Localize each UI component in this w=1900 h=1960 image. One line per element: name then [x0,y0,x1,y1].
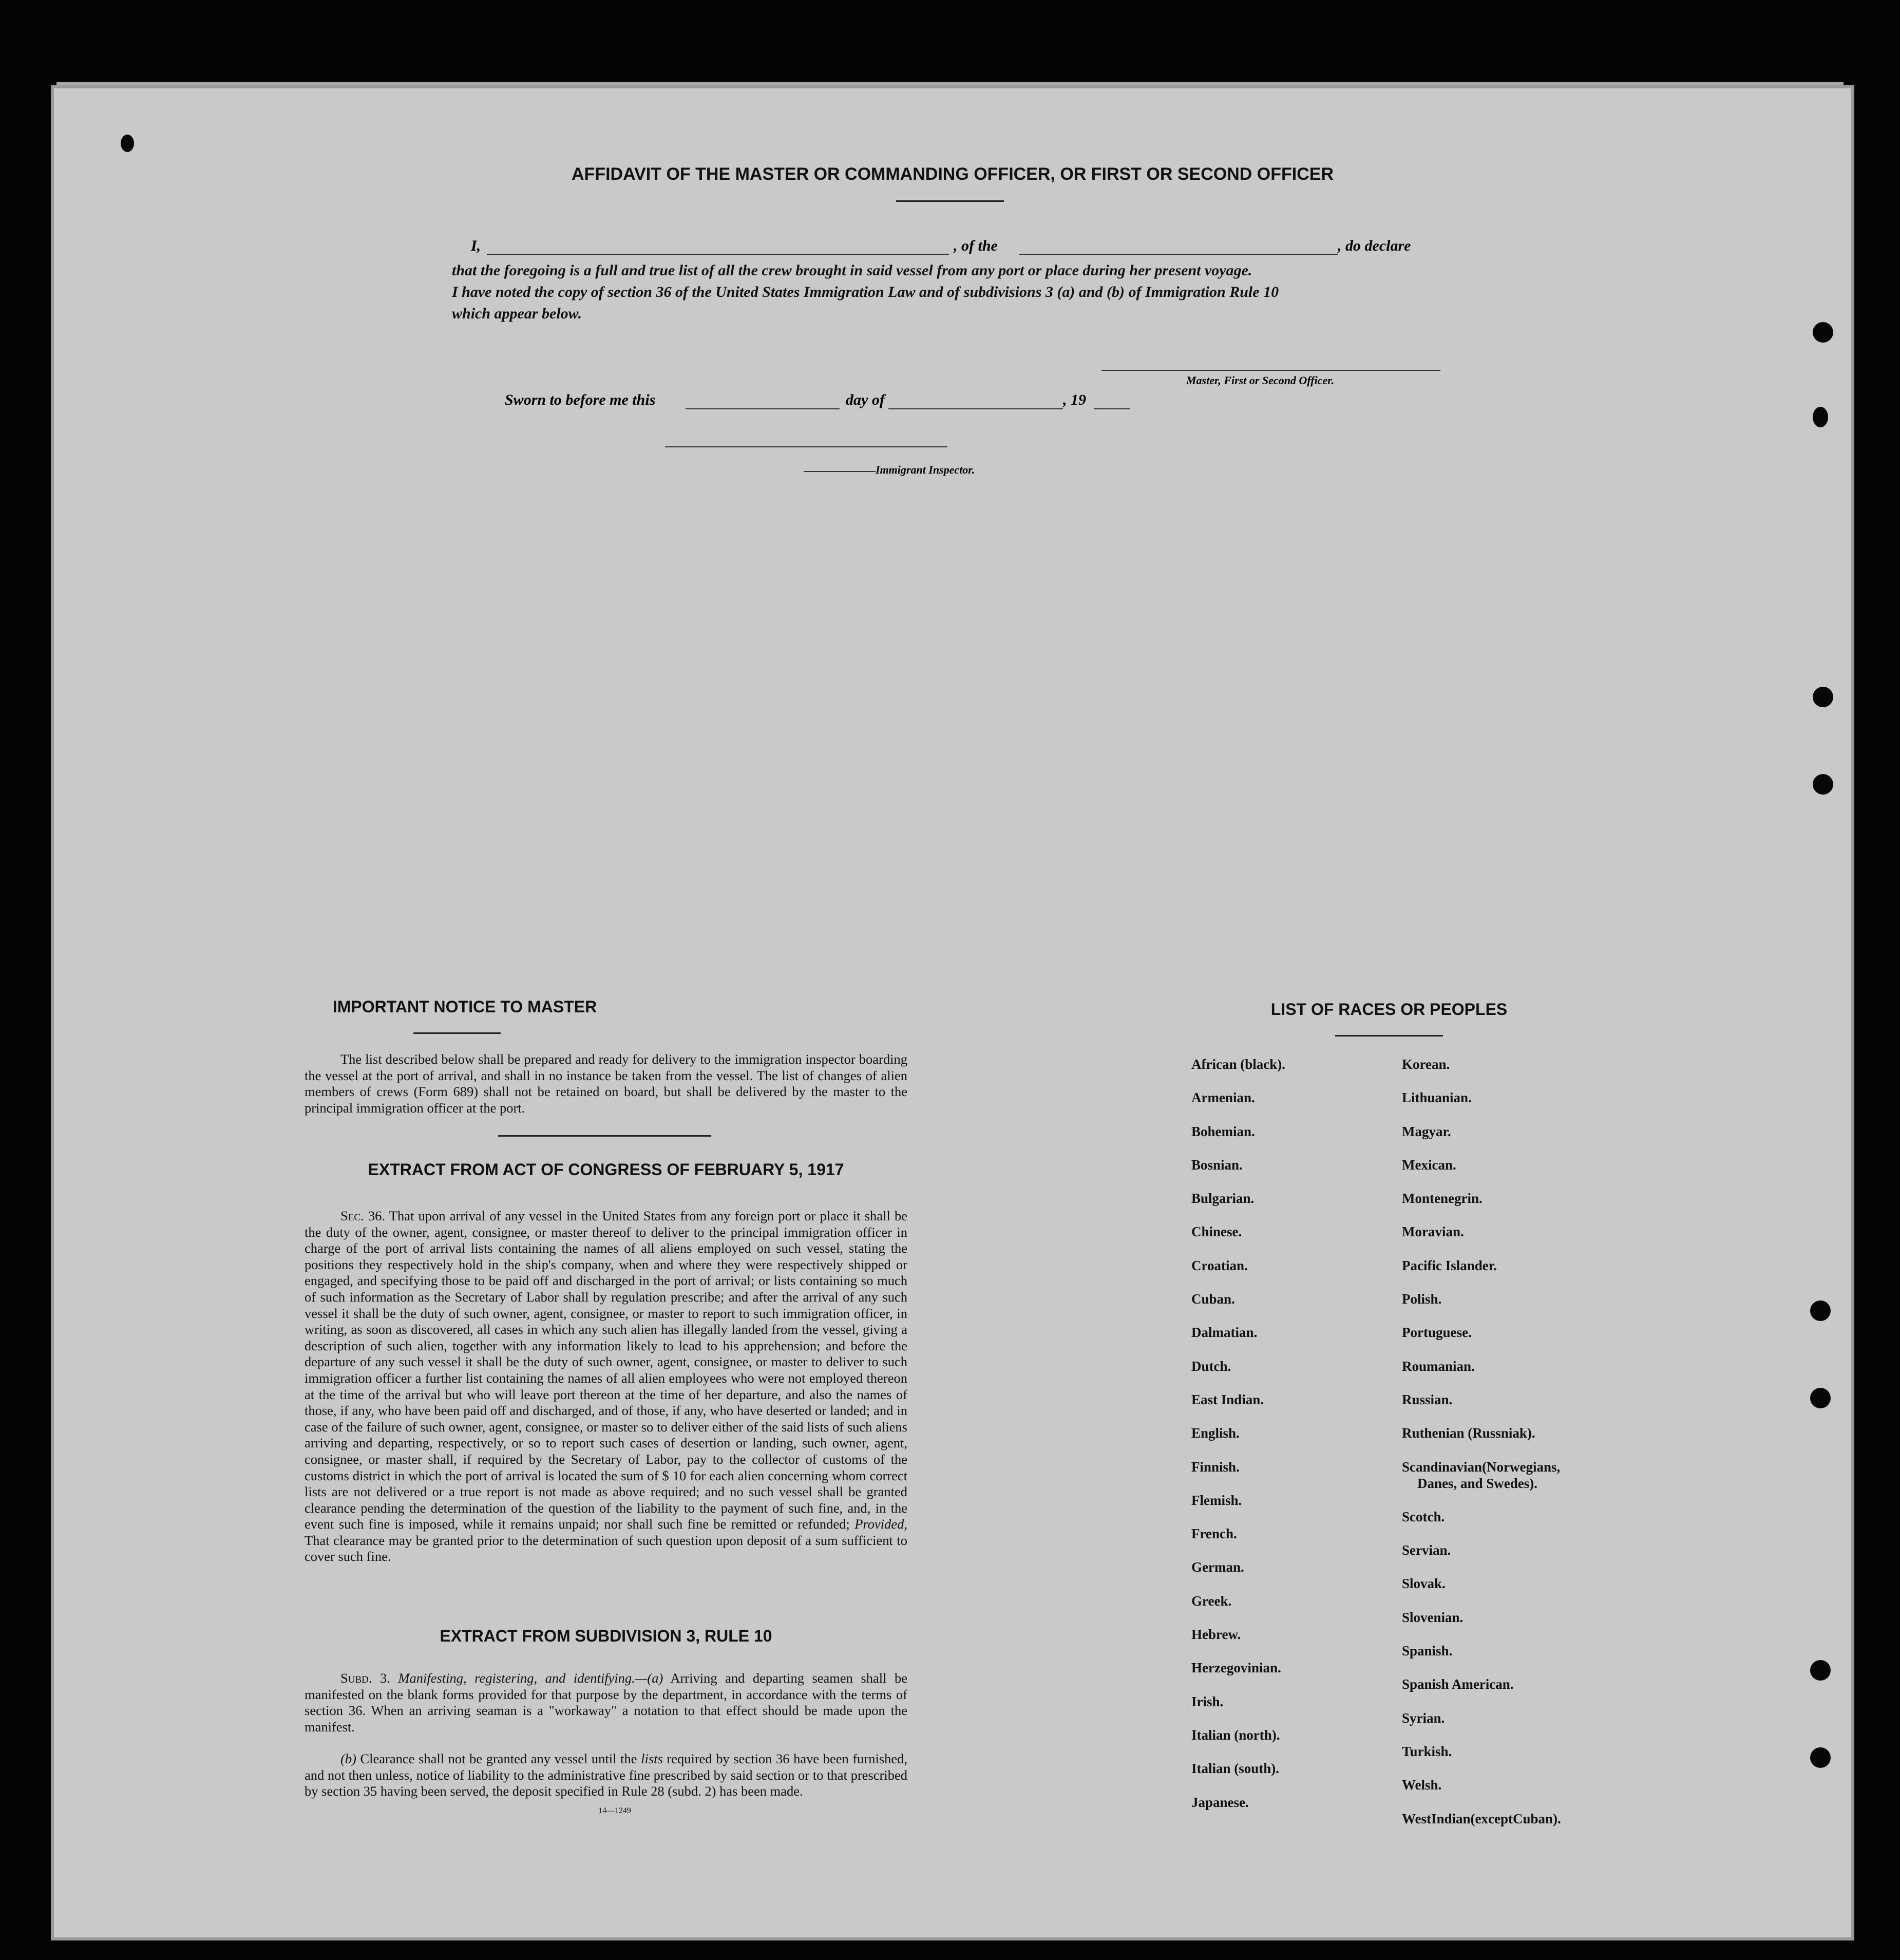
race-item: Syrian. [1402,1710,1445,1726]
punch-hole [1813,774,1833,795]
extract-act-title: EXTRACT FROM ACT OF CONGRESS OF FEBRUARY 5, 1917 [368,1160,844,1179]
rule-para-a [305,1670,907,1735]
punch-hole [121,135,134,152]
rule-para-b-text-2: required by section 36 have been furnished, and not then unless, notice of liability to the administrative fine prescribed by said section or to that prescribed by section 35 having been served, the deposit specified in Rule 28 (subd. 2) has been made. [305,1751,908,1799]
races-left-column [1191,1057,1285,1828]
races-underline [1335,1035,1443,1036]
race-item: English. [1191,1425,1240,1441]
race-item-continued: Danes, and Swedes). [1417,1475,1538,1491]
section-divider [498,1135,711,1137]
year-label: , 19 [1063,391,1086,408]
section-label: Sec. 36. [340,1208,386,1223]
race-item: Mexican. [1402,1157,1456,1173]
punch-hole [1810,1301,1831,1321]
race-item: Magyar. [1402,1123,1451,1139]
affidavit-line-3: which appear below. [452,305,582,322]
inspector-caption: Immigrant Inspector. [876,463,975,476]
punch-hole [1810,1660,1831,1681]
sworn-label: Sworn to before me this [505,391,656,408]
race-item: Japanese. [1191,1794,1249,1810]
race-item: Welsh. [1402,1777,1442,1793]
section-36-text: That upon arrival of any vessel in the United States from any foreign port or place it shall be the duty of the owner, agent, consignee, or master thereof to deliver to the principal immigration officer in charge of the port of arrival lists containing the names of all aliens employed on such vessel, stating the positions they respectively hold in the ship's company, when and where they were respectively shipped or engaged, and specifying those to be paid off and discharged in the port of arrival; or lists containing so much of such information as the Secretary of Labor shall by regulation prescribe; and after the arrival of any such vessel it shall be the duty of such owner, agent, consignee, or master to report to such immigration officer, in writing, as soon as discovered, all cases in which any such alien has illegally landed from the vessel, giving a description of such alien, together with any information likely to lead to his apprehension; and before the departure of any such vessel it shall be the duty of such owner, agent, consignee, or master to deliver to such immigration officer a further list containing the names of all alien employees who were not employed thereon at the time of the arrival but who will leave port thereon at the time of her departure, and also the names of those, if any, who have been paid off and discharged, and of those, if any, who have deserted or landed; and in case of the failure of such owner, agent, consignee, or master so to deliver either of the said lists of such aliens arriving and departing, respectively, or so to report such cases of desertion or landing, such owner, agent, consignee, or master shall, if required by the Secretary of Labor, pay to the collector of customs of the customs district in which the port of arrival is located the sum of $ 10 for each alien concerning whom correct lists are not delivered or a true report is not made as above required; and no such vessel shall be granted clearance pending the determination of the question of the liability to the payment of such fine, and, in the event such fine is imposed, while it remains unpaid; nor shall such fine be remitted or refunded; [305,1208,907,1532]
race-item: Dutch. [1191,1358,1231,1374]
race-item: Herzegovinian. [1191,1660,1281,1676]
race-item: Spanish American. [1402,1676,1514,1692]
race-item: Korean. [1402,1057,1450,1072]
race-item: WestIndian(exceptCuban). [1402,1811,1561,1826]
race-item: Bohemian. [1191,1123,1255,1139]
day-of-label: day of [846,391,885,408]
race-item: Scotch. [1402,1509,1445,1524]
race-item: Slovak. [1402,1576,1446,1592]
race-item: Italian (north). [1191,1727,1280,1743]
race-item: Polish. [1402,1291,1442,1307]
race-item: Russian. [1402,1391,1453,1407]
race-item: Dalmatian. [1191,1325,1258,1341]
race-item: Ruthenian (Russniak). [1402,1425,1535,1441]
provided-text: That clearance may be granted prior to the determination of such question upon deposit of a sum sufficient to cover such fine. [305,1532,907,1565]
race-item: Hebrew. [1191,1627,1241,1643]
notice-text: The list described below shall be prepared and ready for delivery to the immigration inspector boarding the vessel at the port of arrival, and shall in no instance be taken from the vessel. The list of changes of alien members of crews (Form 689) shall not be retained on board, but shall be delivered by the master to the principal immigration officer at the port. [305,1051,907,1116]
subd-heading: Manifesting, registering, and identifying.—(a) [398,1670,663,1686]
inspector-signature-field[interactable] [665,446,947,447]
race-item: Croatian. [1191,1257,1248,1273]
race-item: Scandinavian(Norwegians, [1402,1459,1561,1475]
punch-hole [1810,1747,1831,1768]
race-item: Chinese. [1191,1224,1242,1240]
race-item: Montenegrin. [1402,1191,1483,1207]
race-item: Turkish. [1402,1743,1452,1759]
races-title: LIST OF RACES OR PEOPLES [1270,1000,1508,1019]
master-caption: Master, First or Second Officer. [1186,374,1335,387]
subd-label: Subd. 3. [340,1670,390,1686]
race-item: East Indian. [1191,1391,1264,1407]
title-underline [896,200,1004,202]
sworn-month-field[interactable] [888,408,1063,409]
notice-title: IMPORTANT NOTICE TO MASTER [332,997,597,1016]
form-number: 14—1249 [598,1806,631,1815]
race-item: African (black). [1191,1057,1285,1072]
race-item: Pacific Islander. [1402,1257,1497,1273]
punch-hole [1813,322,1833,343]
race-item: French. [1191,1526,1237,1542]
race-item: Portuguese. [1402,1325,1472,1341]
document-page [54,88,1851,1937]
race-item: Moravian. [1402,1224,1464,1240]
declarant-label: I, [471,237,481,254]
b-label: (b) [340,1751,356,1766]
race-item: Irish. [1191,1693,1224,1709]
punch-hole [1810,1388,1831,1408]
rule-para-a-text: Arriving and departing seamen shall be manifested on the blank forms provided for that purpose by the department, in accordance with the terms of section 36. When an arriving seaman is a "workaway" a notation to that effect should be made upon the manifest. [305,1670,908,1735]
race-item: Cuban. [1191,1291,1235,1307]
rule-para-b-text-1: Clearance shall not be granted any vessel until the [360,1751,637,1766]
declarant-name-field[interactable] [487,254,949,255]
affidavit-body [452,260,1417,325]
race-item: Finnish. [1191,1459,1240,1475]
sworn-year-field[interactable] [1094,408,1130,409]
race-item: Bulgarian. [1191,1191,1255,1207]
extract-act-text [305,1208,907,1565]
provided-label: Provided, [854,1516,907,1532]
rule-para-b [305,1751,907,1800]
punch-hole [1813,407,1828,427]
master-signature-field[interactable] [1101,370,1440,371]
race-item: Lithuanian. [1402,1090,1472,1106]
lists-word: lists [641,1751,663,1766]
punch-hole [1813,687,1833,707]
inspector-caption-lead [804,471,876,472]
affidavit-line-1: that the foregoing is a full and true list of all the crew brought in said vessel from any port or place during her present voyage. [452,262,1252,279]
race-item: Spanish. [1402,1643,1453,1659]
of-the-label: , of the [954,237,998,254]
sworn-day-field[interactable] [686,408,840,409]
notice-underline [413,1032,501,1034]
race-item: Italian (south). [1191,1761,1280,1777]
race-item: Armenian. [1191,1090,1255,1106]
race-item: Greek. [1191,1593,1232,1609]
do-declare-label: , do declare [1338,237,1411,254]
race-item: Bosnian. [1191,1157,1243,1173]
vessel-name-field[interactable] [1019,254,1338,255]
race-item: Roumanian. [1402,1358,1475,1374]
race-item: Slovenian. [1402,1609,1464,1625]
race-item: German. [1191,1559,1244,1575]
races-right-column [1402,1057,1561,1844]
race-item: Flemish. [1191,1492,1242,1508]
affidavit-title: AFFIDAVIT OF THE MASTER OR COMMANDING OFFICER, OR FIRST OR SECOND OFFICER [572,164,1334,184]
race-item: Servian. [1402,1542,1451,1558]
affidavit-line-2: I have noted the copy of section 36 of the United States Immigration Law and of subdivisions 3 (a) and (b) of Immigration Rule 10 [452,284,1279,300]
extract-rule-title: EXTRACT FROM SUBDIVISION 3, RULE 10 [440,1627,772,1645]
